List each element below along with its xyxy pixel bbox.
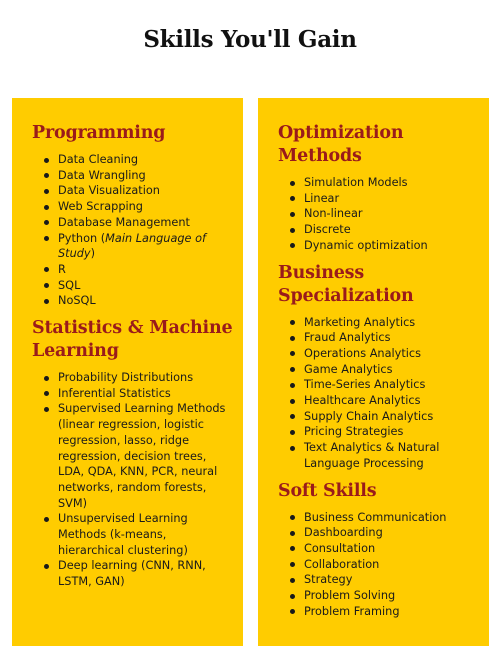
list-item: Operations Analytics: [304, 346, 479, 362]
list-item: Discrete: [304, 222, 479, 238]
list-item: Strategy: [304, 572, 479, 588]
list-item: Data Wrangling: [58, 168, 233, 184]
statistics-heading: Statistics & Machine Learning: [32, 318, 233, 362]
list-item: Problem Framing: [304, 604, 479, 620]
list-item: Data Cleaning: [58, 152, 233, 168]
list-item: Data Visualization: [58, 183, 233, 199]
list-item: Dynamic optimization: [304, 238, 479, 254]
list-item: NoSQL: [58, 293, 233, 309]
list-item: Marketing Analytics: [304, 315, 479, 331]
list-item: Time-Series Analytics: [304, 377, 479, 393]
list-item: Database Management: [58, 215, 233, 231]
right-skills-panel: [258, 98, 489, 646]
list-item: Inferential Statistics: [58, 386, 233, 402]
left-skills-panel: [12, 98, 243, 646]
list-item: Pricing Strategies: [304, 424, 479, 440]
list-item: Non-linear: [304, 206, 479, 222]
list-item: Fraud Analytics: [304, 330, 479, 346]
business-heading: Business Specialization: [278, 262, 414, 306]
soft-skills-heading: Soft Skills: [278, 480, 377, 501]
list-item-python: [58, 231, 233, 262]
list-item: Simulation Models: [304, 175, 479, 191]
list-item: Deep learning (CNN, RNN, LSTM, GAN): [58, 558, 233, 589]
optimization-heading: Optimization Methods: [278, 123, 404, 166]
python-prefix: Python (: [58, 231, 106, 245]
programming-heading: Programming: [32, 123, 166, 143]
list-item: Healthcare Analytics: [304, 393, 479, 409]
list-item: Web Scrapping: [58, 199, 233, 215]
list-item: Supply Chain Analytics: [304, 409, 479, 425]
list-item: Unsupervised Learning Methods (k-means, hierarchical clustering): [58, 511, 233, 558]
list-item: Collaboration: [304, 557, 479, 573]
list-item: Text Analytics & Natural Language Processing: [304, 440, 479, 471]
list-item: Dashboarding: [304, 525, 479, 541]
list-item: R: [58, 262, 233, 278]
page-title: Skills You'll Gain: [143, 26, 357, 53]
list-item: Linear: [304, 191, 479, 207]
list-item: SQL: [58, 278, 233, 294]
list-item: Problem Solving: [304, 588, 479, 604]
optimization-list: [278, 175, 479, 254]
python-main-language-note: Main Language of Study: [58, 231, 206, 261]
soft-skills-list: [278, 510, 479, 620]
list-item: Consultation: [304, 541, 479, 557]
list-item: Probability Distributions: [58, 370, 233, 386]
statistics-list: [32, 370, 233, 590]
list-item: Business Communication: [304, 510, 479, 526]
business-list: [278, 315, 479, 472]
python-suffix: ): [90, 247, 96, 261]
list-item: Game Analytics: [304, 362, 479, 378]
list-item: Supervised Learning Methods (linear regression, logistic regression, lasso, ridge regression, decision trees, LDA, QDA, KNN, PCR, neural networks, random forests, SVM): [58, 401, 233, 511]
programming-list: [32, 152, 233, 309]
